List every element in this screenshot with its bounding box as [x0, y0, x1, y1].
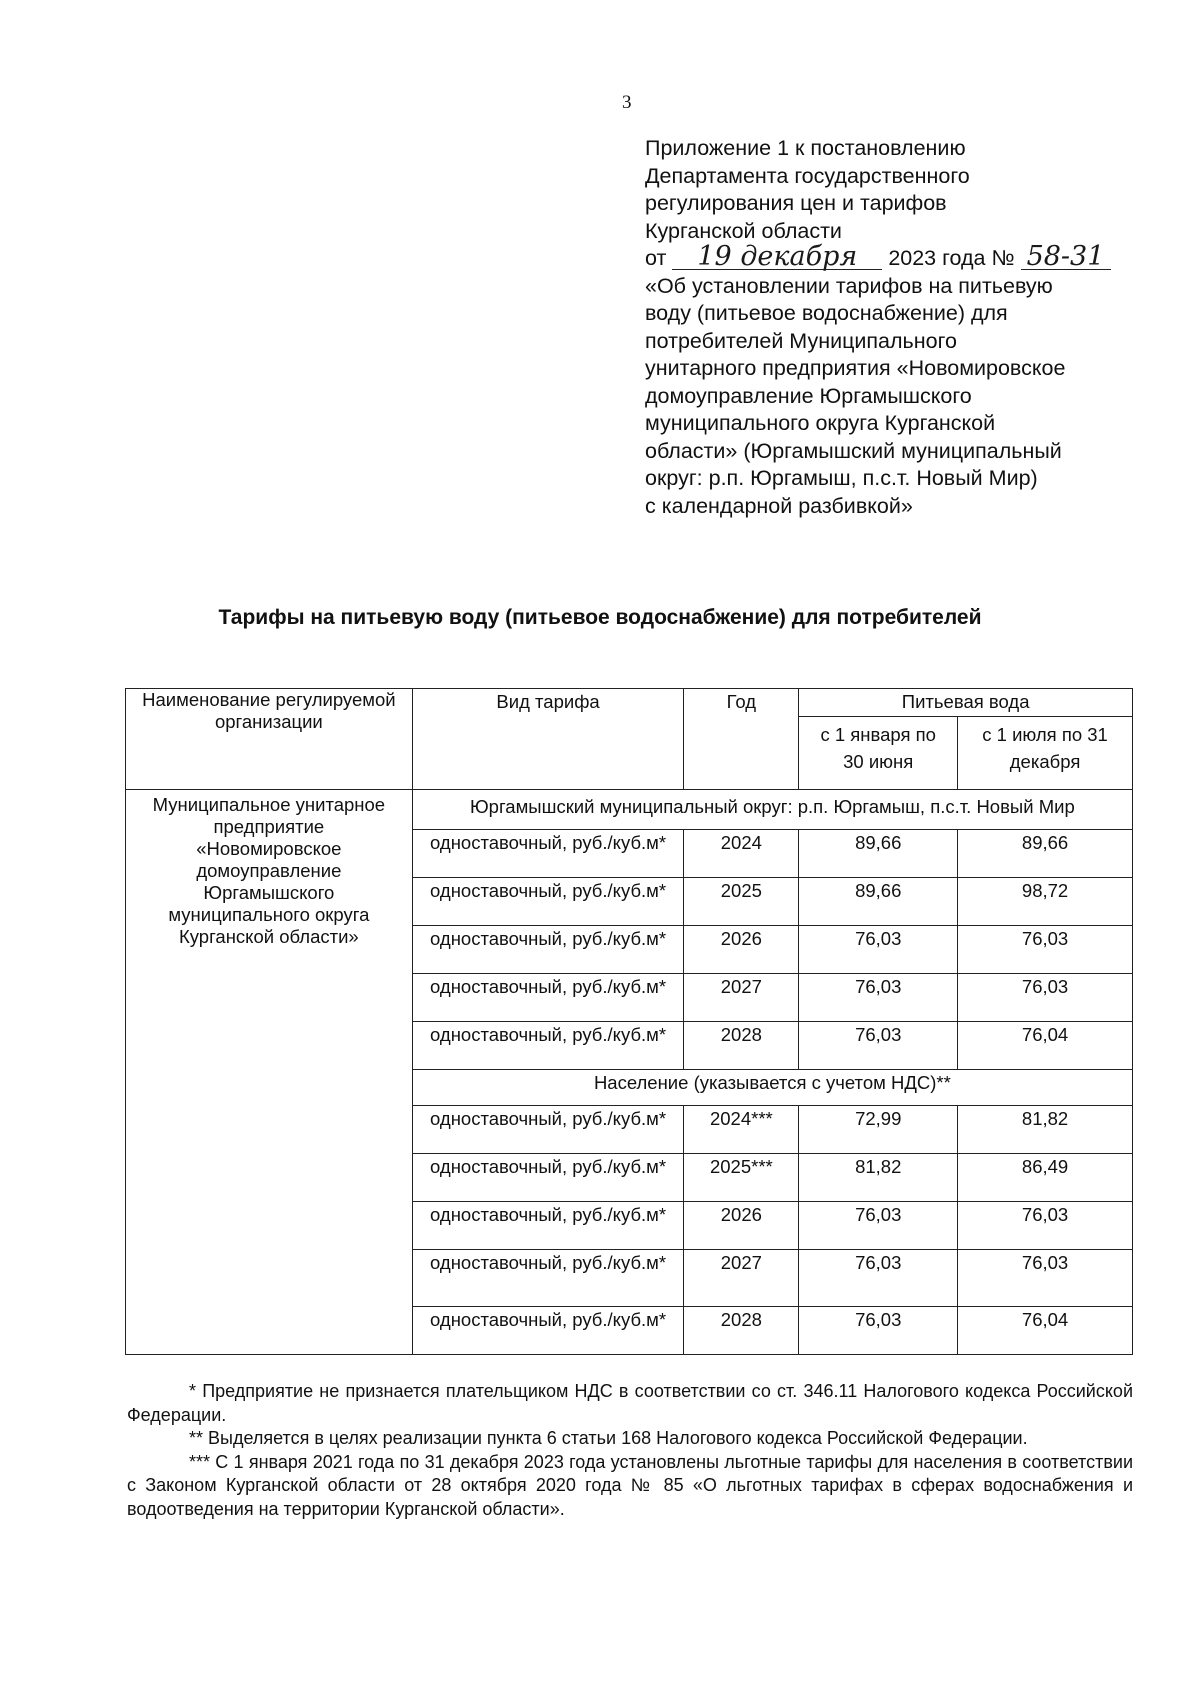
annex-line: домоуправление Юргамышского	[645, 383, 972, 408]
date-prefix: от	[645, 246, 667, 270]
tariff-year: 2026	[684, 926, 799, 974]
tariff-type: одноставочный, руб./куб.м*	[412, 1106, 684, 1154]
section-title: Население (указывается с учетом НДС)**	[412, 1070, 1132, 1106]
annex-line: унитарного предприятия «Новомировское	[645, 356, 1066, 380]
tariff-h1: 81,82	[799, 1154, 958, 1202]
footnote: ** Выделяется в целях реализации пункта 6 статьи 168 Налогового кодекса Российской Федерации.	[189, 1428, 1028, 1448]
tariff-type: одноставочный, руб./куб.м*	[412, 974, 684, 1022]
annex-line: с календарной разбивкой»	[645, 493, 913, 518]
header-water: Питьевая вода	[799, 689, 1133, 717]
tariff-h1: 76,03	[799, 926, 958, 974]
tariff-h2: 76,04	[958, 1022, 1133, 1070]
section-title: Юргамышский муниципальный округ: р.п. Юргамыш, п.с.т. Новый Мир	[412, 790, 1132, 830]
section-row	[126, 790, 1133, 830]
page-title: Тарифы на питьевую воду (питьевое водоснабжение) для потребителей	[218, 606, 982, 629]
annex-header	[645, 135, 1145, 520]
tariff-h1: 76,03	[799, 1307, 958, 1355]
annex-line: Департамента государственного	[645, 163, 970, 188]
annex-line: Курганской области	[645, 218, 842, 243]
annex-line: регулирования цен и тарифов	[645, 191, 947, 215]
header-type: Вид тарифа	[412, 689, 684, 790]
tariff-h1: 89,66	[799, 878, 958, 926]
handwritten-number: 58-31	[1021, 245, 1111, 270]
tariff-h2: 89,66	[958, 830, 1133, 878]
header-period2: с 1 июля по 31 декабря	[958, 717, 1133, 790]
tariff-type: одноставочный, руб./куб.м*	[412, 830, 684, 878]
tariff-year: 2024	[684, 830, 799, 878]
tariff-type: одноставочный, руб./куб.м*	[412, 1022, 684, 1070]
tariff-h1: 76,03	[799, 974, 958, 1022]
tariff-h2: 98,72	[958, 878, 1133, 926]
tariff-year: 2025***	[684, 1154, 799, 1202]
tariff-h2: 76,03	[958, 974, 1133, 1022]
header-year: Год	[684, 689, 799, 790]
footnotes	[127, 1380, 1133, 1521]
tariff-h1: 76,03	[799, 1202, 958, 1250]
header-period1: с 1 января по 30 июня	[799, 717, 958, 790]
tariff-h2: 76,03	[958, 1250, 1133, 1307]
annex-date-line	[645, 241, 1145, 273]
tariff-year: 2028	[684, 1022, 799, 1070]
footnote: *** С 1 января 2021 года по 31 декабря 2023 года установлены льготные тарифы для населения в соответствии с Законом Курганской области от 28 октября 2020 года № 85 «О льготных тарифах в сферах водоснабжения и водоотведения на территории Курганской области».	[127, 1451, 1133, 1519]
tariff-h2: 76,03	[958, 926, 1133, 974]
annex-line: округ: р.п. Юргамыш, п.с.т. Новый Мир)	[645, 466, 1038, 490]
tariff-h2: 76,03	[958, 1202, 1133, 1250]
tariff-h1: 72,99	[799, 1106, 958, 1154]
tariff-type: одноставочный, руб./куб.м*	[412, 926, 684, 974]
tariff-h2: 86,49	[958, 1154, 1133, 1202]
header-org: Наименование регулируемой организации	[126, 689, 413, 790]
tariff-year: 2027	[684, 1250, 799, 1307]
handwritten-date: 19 декабря	[672, 245, 882, 270]
tariff-type: одноставочный, руб./куб.м*	[412, 1154, 684, 1202]
tariff-year: 2026	[684, 1202, 799, 1250]
annex-line: муниципального округа Курганской	[645, 411, 996, 435]
year-text: 2023 года №	[888, 246, 1015, 270]
tariff-table	[125, 688, 1133, 1355]
tariff-year: 2028	[684, 1307, 799, 1355]
tariff-h2: 76,04	[958, 1307, 1133, 1355]
tariff-year: 2027	[684, 974, 799, 1022]
tariff-h1: 76,03	[799, 1250, 958, 1307]
annex-line: потребителей Муниципального	[645, 328, 957, 353]
tariff-type: одноставочный, руб./куб.м*	[412, 878, 684, 926]
tariff-type: одноставочный, руб./куб.м*	[412, 1307, 684, 1355]
annex-line: «Об установлении тарифов на питьевую	[645, 273, 1053, 298]
tariff-h2: 81,82	[958, 1106, 1133, 1154]
annex-line: области» (Юргамышский муниципальный	[645, 438, 1062, 463]
annex-line: воду (питьевое водоснабжение) для	[645, 301, 1008, 325]
header-row	[126, 689, 1133, 717]
tariff-year: 2024***	[684, 1106, 799, 1154]
tariff-type: одноставочный, руб./куб.м*	[412, 1202, 684, 1250]
annex-line: Приложение 1 к постановлению	[645, 136, 966, 160]
tariff-year: 2025	[684, 878, 799, 926]
tariff-type: одноставочный, руб./куб.м*	[412, 1250, 684, 1307]
tariff-h1: 89,66	[799, 830, 958, 878]
page-number: 3	[622, 92, 632, 113]
footnote: * Предприятие не признается плательщиком НДС в соответствии со ст. 346.11 Налогового кодекса Российской Федерации.	[127, 1381, 1133, 1425]
organization-name: Муниципальное унитарное предприятие «Новомировское домоуправление Юргамышского муниципального округа Курганской области»	[126, 790, 413, 1355]
tariff-h1: 76,03	[799, 1022, 958, 1070]
